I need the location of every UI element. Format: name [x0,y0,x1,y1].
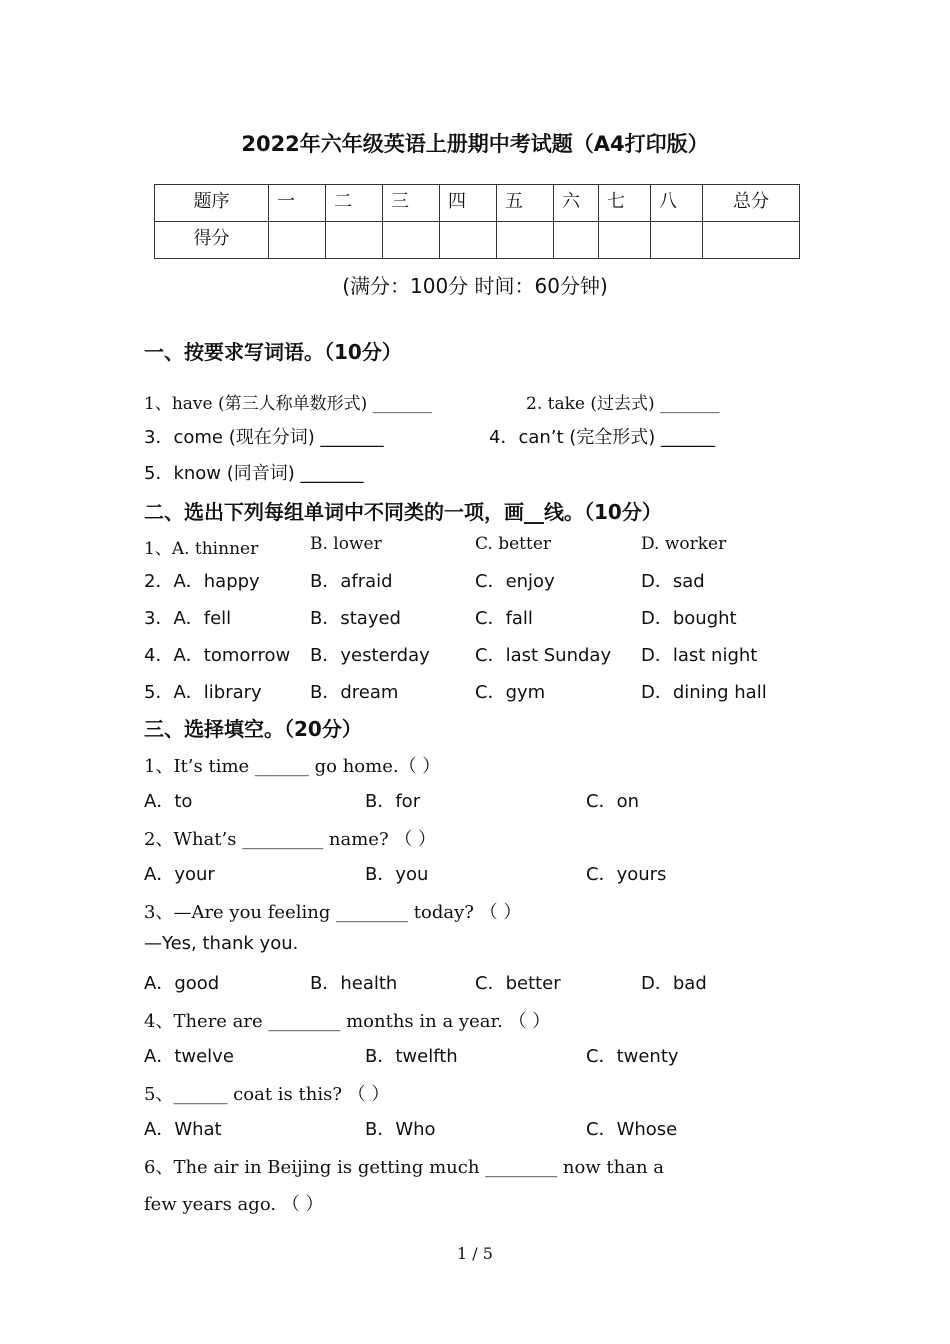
score-cell[interactable] [497,222,554,259]
sec2-row-5-option-a: 5．A．library [144,682,262,703]
header-cell-question-number: 题序 [155,185,269,222]
sec2-row-5-option-b: B．dream [310,682,399,703]
sec3-q5-option-b: B．Who [365,1119,436,1140]
sec3-question-6-line-1: 6、The air in Beijing is getting much ________ now than a [144,1157,665,1178]
sec3-q2-option-b: B．you [365,864,429,885]
sec3-q3-option-c: C．better [475,973,561,994]
section-3-heading: 三、选择填空。（20分） [144,717,362,741]
exam-title: 2022年六年级英语上册期中考试题（A4打印版） [241,132,709,156]
page-number: 1 / 5 [457,1244,493,1263]
row-label-score: 得分 [155,222,269,259]
sec2-row-4-option-b: B．yesterday [310,645,430,666]
score-table-score-row [155,222,800,259]
sec3-q3-reply: —Yes, thank you. [144,933,299,954]
sec3-question-2: 2、What’s _________ name? （ ） [144,829,437,850]
score-cell[interactable] [554,222,599,259]
score-table-header-row [155,185,800,222]
sec3-question-5: 5、______ coat is this? （ ） [144,1084,390,1105]
sec2-row-4-option-c: C．last Sunday [475,645,612,666]
sec3-q1-option-b: B．for [365,791,421,812]
score-table [154,184,800,259]
sec3-q3-option-a: A．good [144,973,220,994]
exam-meta: (满分：100分 时间：60分钟) [342,274,608,298]
sec3-question-3: 3、—Are you feeling ________ today? （ ） [144,902,522,923]
header-cell-8: 八 [651,185,703,222]
sec2-row-3-option-a: 3．A．fell [144,608,232,629]
score-cell[interactable] [326,222,383,259]
score-cell[interactable] [440,222,497,259]
sec2-row-2-option-d: D．sad [641,571,705,592]
sec3-q1-option-c: C．on [586,791,639,812]
sec1-question-4: 4．can’t (完全形式) ______ [489,427,716,448]
score-cell[interactable] [651,222,703,259]
header-cell-4: 四 [440,185,497,222]
sec2-row-5-option-d: D．dining hall [641,682,767,703]
sec2-row-3-option-d: D．bought [641,608,737,629]
score-cell[interactable] [599,222,651,259]
sec3-question-1: 1、It’s time ______ go home.（ ） [144,756,441,777]
header-cell-3: 三 [383,185,440,222]
sec3-q1-option-a: A．to [144,791,193,812]
sec3-question-6-line-2: few years ago. （ ） [144,1194,324,1215]
sec3-q3-option-d: D．bad [641,973,707,994]
sec3-question-4: 4、There are ________ months in a year. （ ） [144,1011,551,1032]
score-cell[interactable] [383,222,440,259]
sec2-row-2-option-a: 2．A．happy [144,571,260,592]
header-cell-2: 二 [326,185,383,222]
sec1-question-1: 1、have (第三人称单数形式) _______ [144,394,433,414]
header-cell-total: 总分 [703,185,800,222]
sec2-row-2-option-c: C．enjoy [475,571,555,592]
sec1-question-5: 5．know (同音词) _______ [144,463,364,484]
sec2-row-2-option-b: B．afraid [310,571,393,592]
sec2-row-1-option-a: 1、A. thinner [144,539,259,559]
section-1-heading: 一、按要求写词语。（10分） [144,340,402,364]
sec3-q5-option-a: A．What [144,1119,222,1140]
sec2-row-5-option-c: C．gym [475,682,546,703]
section-2-heading: 二、选出下列每组单词中不同类的一项，画__线。（10分） [144,500,662,524]
sec2-row-1-option-c: C. better [475,534,552,554]
sec2-row-3-option-b: B．stayed [310,608,401,629]
sec2-row-1-option-b: B. lower [310,534,382,554]
sec2-row-4-option-a: 4．A．tomorrow [144,645,291,666]
sec3-q5-option-c: C．Whose [586,1119,678,1140]
header-cell-7: 七 [599,185,651,222]
sec2-row-4-option-d: D．last night [641,645,758,666]
sec3-q3-option-b: B．health [310,973,398,994]
score-cell[interactable] [269,222,326,259]
header-cell-1: 一 [269,185,326,222]
sec1-question-2: 2. take (过去式) _______ [526,394,720,414]
score-cell-total[interactable] [703,222,800,259]
sec3-q2-option-c: C．yours [586,864,667,885]
sec3-q4-option-a: A．twelve [144,1046,234,1067]
header-cell-5: 五 [497,185,554,222]
sec3-q4-option-b: B．twelfth [365,1046,458,1067]
sec2-row-3-option-c: C．fall [475,608,533,629]
sec3-q4-option-c: C．twenty [586,1046,679,1067]
sec1-question-3: 3．come (现在分词) _______ [144,427,384,448]
sec2-row-1-option-d: D. worker [641,534,727,554]
sec3-q2-option-a: A．your [144,864,215,885]
header-cell-6: 六 [554,185,599,222]
